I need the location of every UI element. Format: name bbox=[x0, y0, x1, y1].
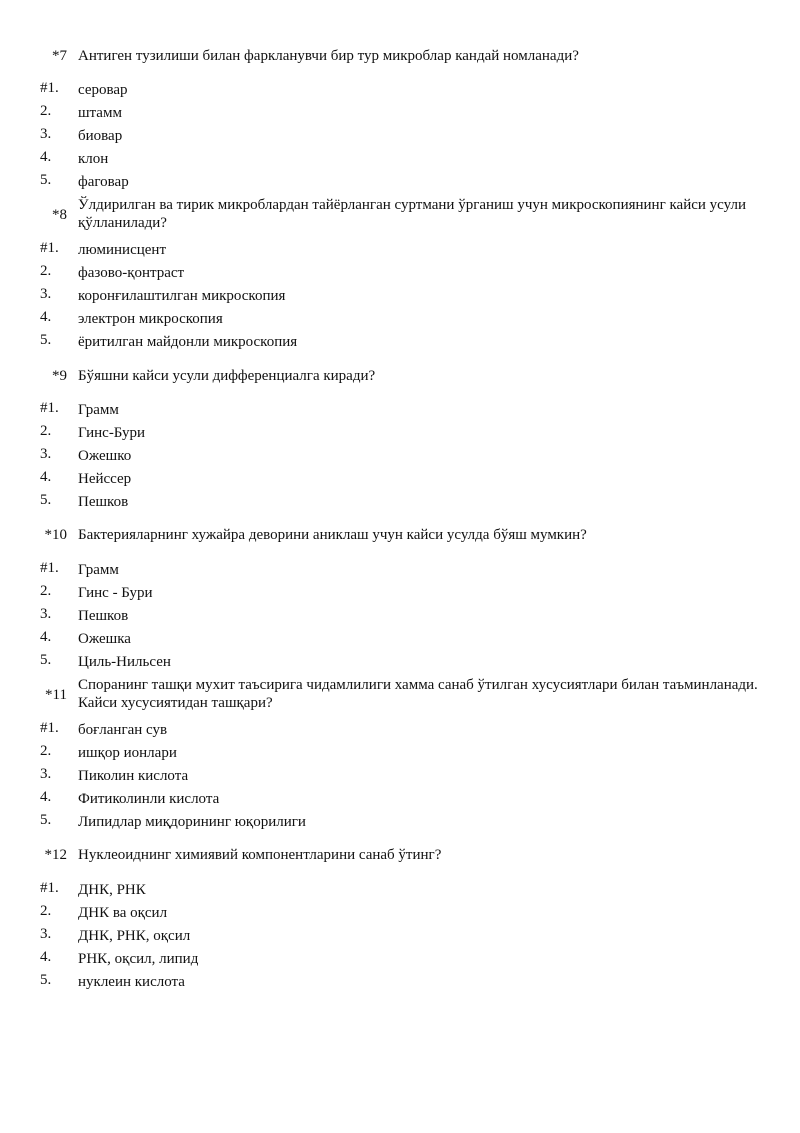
answer-number: 4. bbox=[40, 149, 52, 165]
answer-item bbox=[0, 308, 800, 330]
answer-text: биовар bbox=[78, 128, 123, 144]
answer-number: 5. bbox=[40, 652, 52, 668]
question-number: *10 bbox=[44, 527, 67, 543]
question-number: *7 bbox=[52, 48, 67, 64]
question-text: Нуклеоиднинг химиявий компонентларини санаб ўтинг? bbox=[78, 847, 442, 863]
answer-text: Гинс-Бури bbox=[78, 425, 146, 441]
answer-item bbox=[0, 651, 800, 673]
answer-item bbox=[0, 902, 800, 924]
answer-number: 5. bbox=[40, 812, 52, 828]
answer-number: 4. bbox=[40, 309, 52, 325]
answer-text: клон bbox=[78, 151, 109, 167]
answer-text: штамм bbox=[78, 105, 122, 121]
answer-number: 5. bbox=[40, 172, 52, 188]
answer-number: 5. bbox=[40, 972, 52, 988]
answer-text: Ожешко bbox=[78, 448, 132, 464]
answer-text: Пешков bbox=[78, 494, 129, 510]
answer-item bbox=[0, 445, 800, 467]
answer-item bbox=[0, 125, 800, 147]
answer-text: ишқор ионлари bbox=[78, 745, 177, 761]
question-text: Ўлдирилган ва тирик микроблардан тайёрланган суртмани ўрганиш учун микроскопиянинг кайси усули қўлланилади? bbox=[78, 197, 746, 231]
answer-item bbox=[0, 879, 800, 901]
answer-text: Нейссер bbox=[78, 471, 132, 487]
answer-number: 4. bbox=[40, 949, 52, 965]
answer-item bbox=[0, 788, 800, 810]
answer-number: 2. bbox=[40, 743, 52, 759]
answer-item bbox=[0, 171, 800, 193]
answer-text: фаговар bbox=[78, 174, 129, 190]
answer-number: 3. bbox=[40, 126, 52, 142]
answer-number: 3. bbox=[40, 926, 52, 942]
answer-text: Ожешка bbox=[78, 631, 131, 647]
answer-text: Пиколин кислота bbox=[78, 768, 189, 784]
answer-text: ёритилган майдонли микроскопия bbox=[78, 334, 298, 350]
answer-item bbox=[0, 582, 800, 604]
answer-number: 2. bbox=[40, 103, 52, 119]
answer-text: электрон микроскопия bbox=[78, 311, 223, 327]
answer-item bbox=[0, 811, 800, 833]
answer-text: Грамм bbox=[78, 562, 119, 578]
answer-text: ДНК, РНК, оқсил bbox=[78, 928, 191, 944]
answer-item bbox=[0, 719, 800, 741]
answer-item bbox=[0, 971, 800, 993]
answer-text: нуклеин кислота bbox=[78, 974, 185, 990]
answer-item bbox=[0, 399, 800, 421]
question-text: Споранинг ташқи мухит таъсирига чидамлилиги хамма санаб ўтилган хусусиятлари билан таъминланади. Кайси хусусиятидан ташқари? bbox=[78, 677, 758, 711]
question-text: Антиген тузилиши билан фаркланувчи бир тур микроблар кандай номланади? bbox=[78, 48, 579, 64]
answer-number: 3. bbox=[40, 606, 52, 622]
answer-text: ДНК, РНК bbox=[78, 882, 146, 898]
question-number: *8 bbox=[52, 207, 67, 223]
answer-text: Гинс - Бури bbox=[78, 585, 153, 601]
answer-number: 2. bbox=[40, 903, 52, 919]
answer-text: ДНК ва оқсил bbox=[78, 905, 168, 921]
question-text: Бактерияларнинг хужайра деворини аниклаш учун кайси усулда бўяш мумкин? bbox=[78, 527, 587, 543]
question-text: Бўяшни кайси усули дифференциалга киради? bbox=[78, 368, 376, 384]
answer-text: фазово-қонтраст bbox=[78, 265, 185, 281]
answer-number: #1. bbox=[40, 240, 59, 256]
answer-item bbox=[0, 79, 800, 101]
answer-number: 4. bbox=[40, 789, 52, 805]
answer-item bbox=[0, 468, 800, 490]
answer-number: 3. bbox=[40, 446, 52, 462]
answer-text: Циль-Нильсен bbox=[78, 654, 171, 670]
answer-text: серовар bbox=[78, 82, 128, 98]
answer-item bbox=[0, 925, 800, 947]
answer-text: Фитиколинли кислота bbox=[78, 791, 220, 807]
answer-item bbox=[0, 285, 800, 307]
answer-text: Пешков bbox=[78, 608, 129, 624]
answer-item bbox=[0, 948, 800, 970]
answer-number: #1. bbox=[40, 400, 59, 416]
answer-number: 3. bbox=[40, 286, 52, 302]
answer-text: коронғилаштилган микроскопия bbox=[78, 288, 286, 304]
answer-number: 5. bbox=[40, 332, 52, 348]
answer-text: Грамм bbox=[78, 402, 119, 418]
answer-number: 5. bbox=[40, 492, 52, 508]
answer-item bbox=[0, 422, 800, 444]
question-number: *12 bbox=[44, 847, 67, 863]
answer-item bbox=[0, 742, 800, 764]
question-number: *9 bbox=[52, 368, 67, 384]
answer-number: 3. bbox=[40, 766, 52, 782]
answer-number: 2. bbox=[40, 263, 52, 279]
question-number: *11 bbox=[45, 687, 67, 703]
answer-text: Липидлар миқдорининг юқорилиги bbox=[78, 814, 306, 830]
answer-item bbox=[0, 262, 800, 284]
answer-number: #1. bbox=[40, 880, 59, 896]
answer-number: 2. bbox=[40, 583, 52, 599]
answer-number: #1. bbox=[40, 80, 59, 96]
answer-item bbox=[0, 605, 800, 627]
answer-item bbox=[0, 148, 800, 170]
answer-number: 2. bbox=[40, 423, 52, 439]
answer-number: 4. bbox=[40, 469, 52, 485]
answer-item bbox=[0, 331, 800, 353]
answer-number: #1. bbox=[40, 720, 59, 736]
answer-item bbox=[0, 765, 800, 787]
answer-item bbox=[0, 559, 800, 581]
answer-number: 4. bbox=[40, 629, 52, 645]
answer-text: люминисцент bbox=[78, 242, 166, 258]
answer-number: #1. bbox=[40, 560, 59, 576]
answer-item bbox=[0, 239, 800, 261]
answer-item bbox=[0, 102, 800, 124]
answer-text: боғланган сув bbox=[78, 722, 168, 738]
answer-item bbox=[0, 491, 800, 513]
answer-item bbox=[0, 628, 800, 650]
answer-text: РНК, оқсил, липид bbox=[78, 951, 199, 967]
